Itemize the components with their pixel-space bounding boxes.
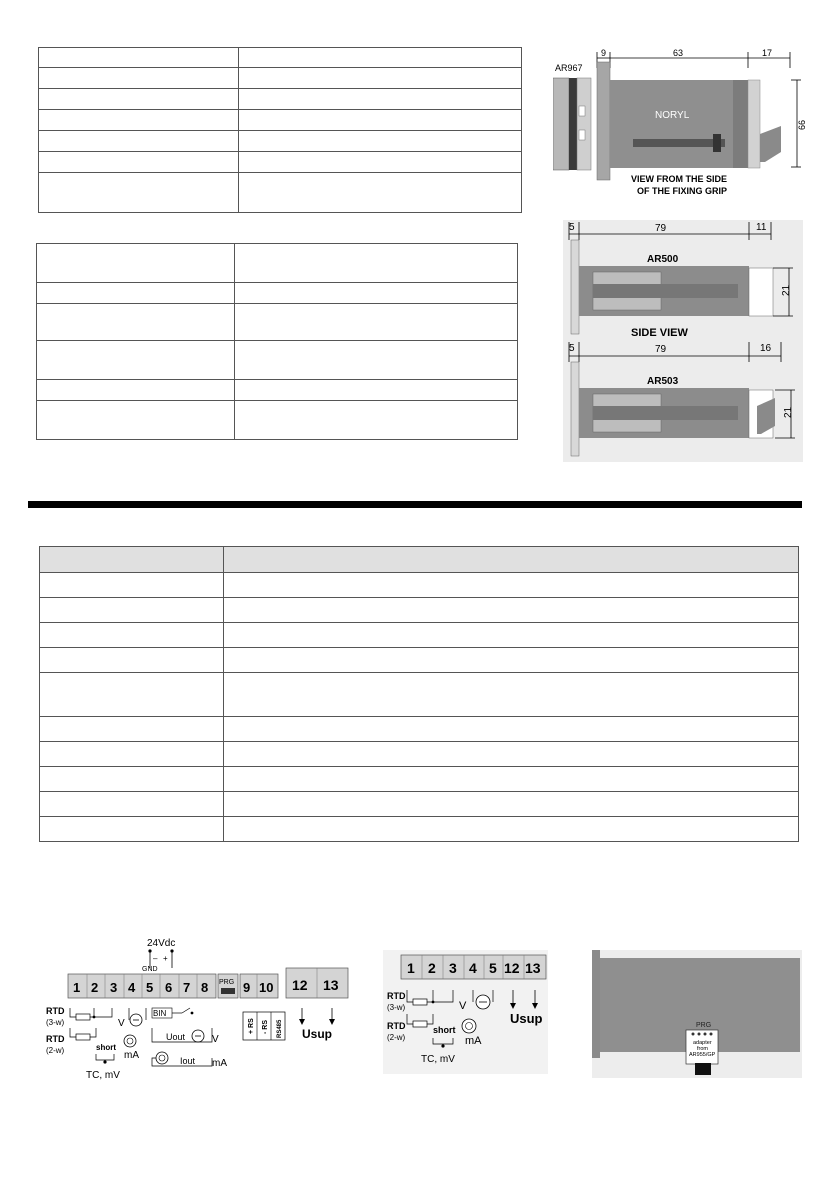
table-row xyxy=(39,68,522,89)
table-row xyxy=(40,742,799,767)
rtd-3w-wires: (3-w) xyxy=(387,1003,406,1012)
spec-table-3 xyxy=(39,546,799,842)
prg-label: PRG xyxy=(696,1022,712,1029)
ar500-dim-w2: 79 xyxy=(655,223,667,234)
table-row xyxy=(40,648,799,673)
device-label: AR967 xyxy=(555,63,583,73)
terminal-5: 5 xyxy=(146,980,154,995)
rtd-2w-label: RTD xyxy=(387,1021,406,1031)
table-row xyxy=(40,623,799,648)
terminal-8: 8 xyxy=(201,980,209,995)
table-row xyxy=(40,767,799,792)
terminal-3: 3 xyxy=(449,960,457,976)
terminal-4: 4 xyxy=(469,960,477,976)
adapter-line3: AR955/GP xyxy=(689,1052,716,1058)
table-row xyxy=(40,792,799,817)
v-label: V xyxy=(459,1000,467,1012)
ar503-model: AR503 xyxy=(647,376,679,387)
rtd-3w-wires: (3-w) xyxy=(46,1018,65,1027)
terminal-4: 4 xyxy=(128,980,136,995)
ma-label: mA xyxy=(465,1035,482,1047)
spec-table-2 xyxy=(36,243,518,440)
dim-h: 66 xyxy=(797,119,807,130)
rs485-label: RS485 xyxy=(277,1019,283,1038)
dim-w3: 17 xyxy=(762,48,773,58)
spec-table-1 xyxy=(38,47,522,213)
rtd-2w-wires: (2-w) xyxy=(46,1046,65,1055)
tc-label: TC, mV xyxy=(421,1054,455,1065)
table-row xyxy=(37,401,518,440)
terminal-12: 12 xyxy=(504,960,520,976)
prg-adapter-view xyxy=(592,950,802,1078)
table-row xyxy=(37,380,518,401)
supply-minus: – xyxy=(153,954,158,963)
short-label: short xyxy=(96,1043,116,1052)
terminal-strip-main xyxy=(68,974,216,998)
ar500-dim-w3: 11 xyxy=(756,222,767,233)
terminal-10: 10 xyxy=(259,980,274,995)
ar503-dim-h: 21 xyxy=(783,406,794,418)
table-header-row xyxy=(40,547,799,573)
adapter-line1: adapter xyxy=(693,1040,712,1046)
terminal-3: 3 xyxy=(110,980,118,995)
usup-label: Usup xyxy=(510,1011,543,1026)
rtd-2w-label: RTD xyxy=(46,1034,65,1044)
caption-line1: VIEW FROM THE SIDE xyxy=(631,174,728,184)
ar500-model: AR500 xyxy=(647,254,679,265)
table-row xyxy=(39,48,522,68)
dim-w1: 9 xyxy=(601,48,607,58)
bin-label: BIN xyxy=(153,1009,167,1018)
terminal-9: 9 xyxy=(243,980,251,995)
uout-label: Uout xyxy=(166,1032,186,1042)
rtd-2w-wires: (2-w) xyxy=(387,1033,406,1042)
terminal-12: 12 xyxy=(292,977,308,993)
table-row xyxy=(37,244,518,283)
terminal-strip-supply xyxy=(286,968,348,998)
table-row xyxy=(37,283,518,304)
ma-label: mA xyxy=(124,1050,139,1061)
table-row xyxy=(40,673,799,717)
section-divider xyxy=(28,501,802,508)
usup-label: Usup xyxy=(302,1027,332,1041)
uout-v-label: V xyxy=(212,1034,219,1045)
terminal-1: 1 xyxy=(73,980,81,995)
ar503-dim-w2: 79 xyxy=(655,344,667,355)
terminal-13: 13 xyxy=(323,977,339,993)
dim-w2: 63 xyxy=(673,48,684,58)
table-row xyxy=(37,304,518,341)
terminal-13: 13 xyxy=(525,960,541,976)
terminal-7: 7 xyxy=(183,980,191,995)
material-label: NORYL xyxy=(655,110,690,121)
rtd-3w-label: RTD xyxy=(46,1006,65,1016)
terminal-strip xyxy=(401,955,546,979)
ar967-connection-diagram xyxy=(40,934,370,1084)
v-label: V xyxy=(118,1018,125,1029)
table-row xyxy=(40,717,799,742)
ar967-side-drawing xyxy=(553,44,813,200)
rtd-3w-label: RTD xyxy=(387,991,406,1001)
ar500-caption: SIDE VIEW xyxy=(631,327,688,339)
ar500-dim-w1: 5 xyxy=(569,222,575,233)
table-row xyxy=(39,110,522,131)
terminal-6: 6 xyxy=(165,980,173,995)
table-row xyxy=(39,89,522,110)
table-row xyxy=(39,131,522,152)
gnd-label: GND xyxy=(142,966,158,973)
table-row xyxy=(39,173,522,213)
terminal-2: 2 xyxy=(91,980,99,995)
prg-label: PRG xyxy=(219,979,235,986)
rs-minus: - RS xyxy=(262,1020,269,1034)
iout-label: Iout xyxy=(180,1056,196,1066)
table-row xyxy=(40,817,799,842)
table-row xyxy=(40,573,799,598)
supply-plus: + xyxy=(163,954,168,963)
ar500-connection-diagram xyxy=(383,950,548,1074)
ar500-dim-h: 21 xyxy=(781,284,792,296)
terminal-1: 1 xyxy=(407,960,415,976)
caption-line2: OF THE FIXING GRIP xyxy=(637,186,728,196)
table-row xyxy=(37,341,518,380)
ar500-ar503-side-drawing xyxy=(563,220,803,462)
terminal-2: 2 xyxy=(428,960,436,976)
rs-plus: + RS xyxy=(248,1018,255,1034)
terminal-strip-rs485 xyxy=(240,974,278,998)
supply-label: 24Vdc xyxy=(147,938,176,949)
tc-label: TC, mV xyxy=(86,1070,120,1081)
ar503-dim-w1: 5 xyxy=(569,343,575,354)
table-row xyxy=(40,598,799,623)
adapter-line2: from xyxy=(697,1046,708,1052)
terminal-5: 5 xyxy=(489,960,497,976)
table-row xyxy=(39,152,522,173)
iout-ma-label: mA xyxy=(212,1058,227,1069)
short-label: short xyxy=(433,1025,456,1035)
ar503-dim-w3: 16 xyxy=(760,343,772,354)
